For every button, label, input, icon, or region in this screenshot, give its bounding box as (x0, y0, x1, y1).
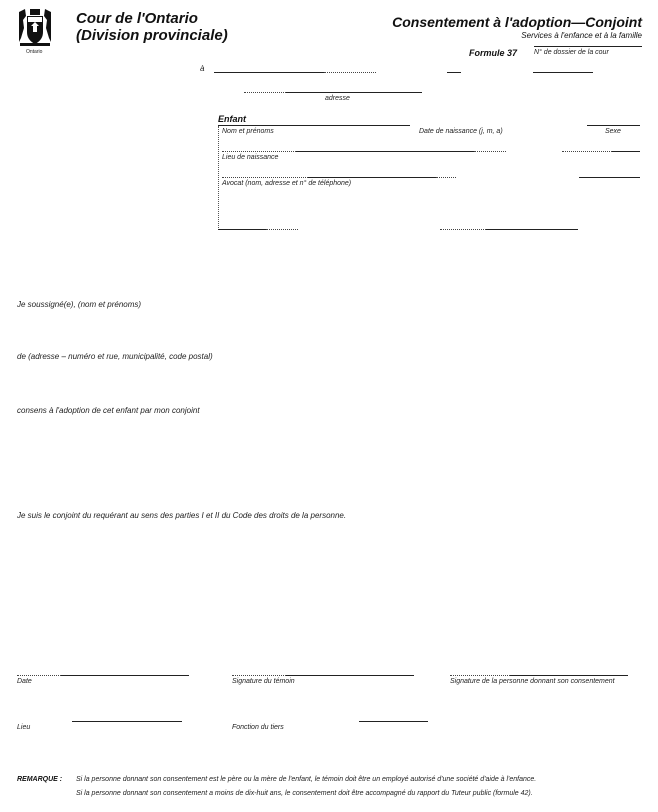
birthplace-line-dotted-3 (562, 151, 612, 152)
a-label: à (200, 64, 205, 73)
consenter-sig-label: Signature de la personne donnant son consentement (450, 678, 615, 685)
lawyer-extra-line-1b (266, 229, 298, 230)
adresse-label: adresse (325, 95, 350, 102)
remarque-label: REMARQUE : (17, 776, 63, 783)
birthplace-line[interactable] (296, 151, 474, 152)
spouse-statement-text: Je suis le conjoint du requérant au sens des parties I et II du Code des droits de la personne. (17, 511, 347, 520)
address-text: de (adresse – numéro et rue, municipalité, code postal) (17, 352, 213, 361)
child-sex-label: Sexe (605, 128, 621, 135)
lawyer-label: Avocat (nom, adresse et n° de téléphone) (222, 180, 352, 187)
a-field-line-3[interactable] (533, 72, 593, 73)
undersigned-text: Je soussigné(e), (nom et prénoms) (17, 300, 142, 309)
court-name-line1: Cour de l'Ontario (76, 10, 198, 27)
lawyer-line[interactable] (308, 177, 436, 178)
form-subtitle: Services à l'enfance et à la famille (521, 31, 642, 40)
child-birthdate-label: Date de naissance (j, m, a) (419, 128, 503, 135)
birthplace-label: Lieu de naissance (222, 154, 279, 161)
child-name-line[interactable] (218, 125, 410, 126)
consent-text: consens à l'adoption de cet enfant par mon conjoint (17, 406, 200, 415)
form-title: Consentement à l'adoption—Conjoint (392, 14, 642, 30)
remarque-line-2: Si la personne donnant son consentement a moins de dix-huit ans, le consentement doit être accompagné du rapport du Tuteur public (formule 42). (76, 790, 533, 797)
adresse-line-dotted (244, 92, 286, 93)
date-line[interactable] (61, 675, 189, 676)
coat-caption: Ontario (26, 49, 43, 55)
a-field-line-2[interactable] (447, 72, 461, 73)
a-field-line-1[interactable] (214, 72, 324, 73)
witness-role-line[interactable] (359, 721, 428, 722)
court-file-label: N° de dossier de la cour (534, 49, 609, 56)
formula-label: Formule 37 (469, 48, 518, 58)
ontario-coat-of-arms-icon (16, 8, 54, 55)
place-label: Lieu (17, 724, 31, 731)
child-name-label: Nom et prénoms (222, 128, 274, 135)
child-section-label: Enfant (218, 114, 246, 124)
consenter-sig-line-dotted (450, 675, 510, 676)
a-field-line-1b (324, 72, 376, 73)
witness-sig-label: Signature du témoin (232, 678, 295, 685)
lawyer-line-2[interactable] (579, 177, 640, 178)
court-file-line (534, 46, 642, 47)
place-line[interactable] (72, 721, 182, 722)
lawyer-extra-line-2b[interactable] (486, 229, 578, 230)
consenter-sig-line[interactable] (510, 675, 628, 676)
date-label: Date (17, 678, 32, 685)
child-sex-line[interactable] (587, 125, 640, 126)
court-name-line2: (Division provinciale) (76, 27, 228, 44)
child-block-border (218, 126, 219, 230)
lawyer-line-dotted-2 (436, 177, 456, 178)
birthplace-line-dotted-2 (474, 151, 506, 152)
remarque-line-1: Si la personne donnant son consentement est le père ou la mère de l'enfant, le témoin doit être un employé autorisé d'une société d'aide à l'enfance. (76, 776, 537, 783)
date-line-dotted (17, 675, 61, 676)
witness-sig-line-dotted (232, 675, 286, 676)
lawyer-extra-line-1[interactable] (218, 229, 266, 230)
adresse-line[interactable] (286, 92, 422, 93)
birthplace-line-2[interactable] (612, 151, 640, 152)
lawyer-extra-line-2 (440, 229, 486, 230)
witness-role-label: Fonction du tiers (232, 724, 284, 731)
lawyer-line-dotted (222, 177, 308, 178)
witness-sig-line[interactable] (286, 675, 414, 676)
birthplace-line-dotted (222, 151, 296, 152)
